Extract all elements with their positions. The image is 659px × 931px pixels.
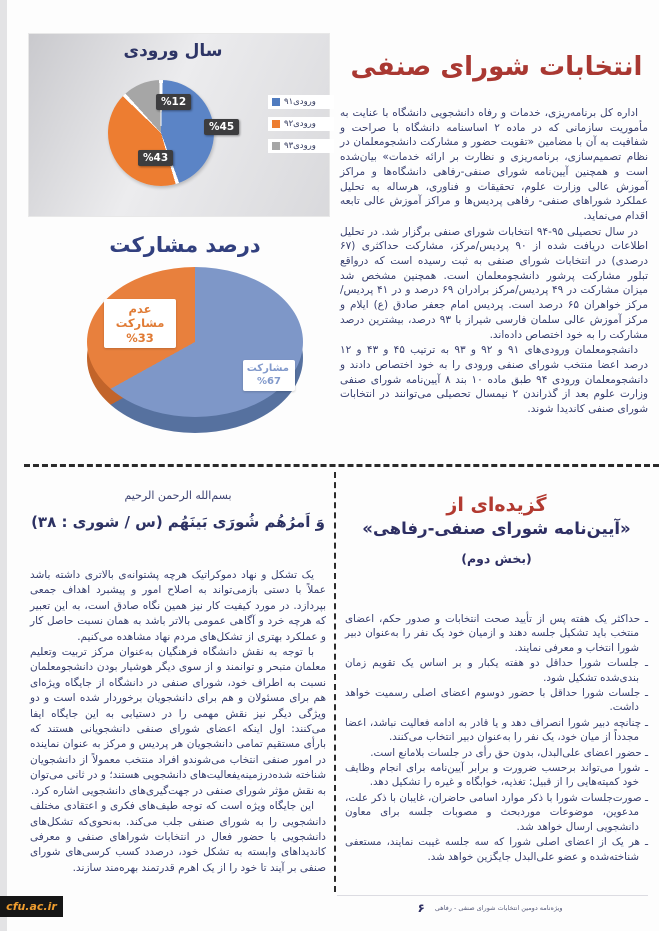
vertical-dashed-divider [334, 472, 336, 892]
article-body [340, 106, 648, 418]
entry-year-legend [268, 95, 334, 161]
legend-swatch-gray-icon [272, 142, 280, 150]
page-number: ۶ [417, 901, 425, 915]
pie-value-label-45: %45 [204, 119, 239, 135]
bylaws-item: ـ چنانچه دبیر شورا انصراف دهد و یا قادر به ادامه فعالیت نباشد، اعضا مجدداً از میان خود، یک نفر را به‌عنوان دبیر انتخاب می‌کنند. [345, 716, 648, 744]
bylaws-item: ـ صورت‌جلسات شورا با ذکر موارد اسامی حاضران، غایبان با ذکر علت، مدعوین، موضوعات موردبحث و مصوبات جلسه برای معاون دانشجویی ارسال خواهد شد. [345, 791, 648, 833]
pie-value-label-12: %12 [156, 94, 191, 110]
legend-label: ورودی۹۲ [284, 119, 316, 129]
legend-item-91 [268, 95, 334, 109]
site-watermark: cfu.ac.ir [0, 896, 63, 917]
entry-year-chart [28, 33, 330, 217]
legend-swatch-blue-icon [272, 98, 280, 106]
bylaws-item: ـ هر یک از اعضای اصلی شورا که سه جلسه غیبت نمایند، مستعفی شناخته‌شده و عضو علی‌البدل جایگزین خواهد شد. [345, 836, 648, 863]
legend-label: ورودی۹۳ [284, 141, 316, 151]
pie-label-value: %67 [257, 375, 281, 387]
scan-edge-strip [0, 0, 7, 931]
left-column-body [30, 568, 326, 876]
basmala: بسم‌الله الرحمن الرحیم [124, 489, 232, 502]
legend-item-92 [268, 117, 334, 131]
footer-rule [337, 895, 648, 896]
bylaws-item: ـ حداکثر یک هفته پس از تأیید صحت انتخابات و صدور حکم، اعضای منتخب باید تشکیل جلسه دهند و ازمیان خود یک نفر را به‌عنوان دبیر شورا انتخاب و معرفی نمایند. [345, 613, 648, 654]
left-column-paragraph: با توجه به نقش دانشگاه فرهنگیان به‌عنوان مرکز تربیت وتعلیم معلمان متبحر و توانمند و از سوی دیگر هوشیار بودن دانشجومعلمان نسبت به اطراف خود، شورای صنفی در دانشگاه از جایگاه ویژه‌ای هم برای مسئولان و هم برای دانشجویان برخوردار شده است و دو ویژگی دیگر نیز نقش مهمی را در دستیابی به این جایگاه ایفا می‌کنند: اول اینکه اعضای شورای صنفی دانشجویانی هستند که بارأی مستقیم تمامی دانشجویان هر پردیس و مرکز به عنوان نماینده در امور صنفی انتخاب می‌شوندو افراد منتخب معمولاً از دانشجویان شناخته شده‌درزمینه‌یفعالیت‌های دانشجویی هستند؛ و در ثانی می‌توان به نقش مؤثر شورای صنفی در جهت‌گیری‌های دانشجویی اشاره کرد. [30, 646, 326, 797]
quran-verse: وَ اَمرُهُم شُورَی بَینَهُم (س / شوری : ۳۸) [31, 513, 325, 531]
pie-label-text: مشارکت [246, 363, 289, 374]
participation-chart-title: درصد مشارکت [109, 233, 261, 257]
bylaws-heading-line3: (بخش دوم) [461, 551, 532, 566]
bylaws-item: ـ شورا می‌تواند برحسب ضرورت و برابر آیین‌نامه برای انجام وظایف خود کمیته‌هایی را از قبیل: تغذیه، خوابگاه و غیره را تشکیل دهد. [345, 762, 648, 789]
pie-label-text: عدم مشارکت [115, 302, 165, 331]
article-paragraph: دانشجومعلمان ورودی‌های ۹۱ و ۹۲ و ۹۳ به ترتیب ۴۵ و ۴۳ و ۱۲ درصد اعضا منتخب شورای صنفی ورودی را به خود اختصاص دادند و دانشجومعلمان ورودی ۹۴ طبق ماده ۱۰ بند ۸ آیین‌نامه شورای صنفی وزارت علوم بعد از گذراندن ۲ نیمسال تحصیلی می‌توانند در انتخابات شورای صنفی کاندیدا شوند. [340, 344, 649, 416]
article-paragraph: اداره کل برنامه‌ریزی، خدمات و رفاه دانشجویی دانشگاه با عنایت به مأموریت سازمانی که در ماده ۲ اساسنامه دانشگاه با صراحت و شفافیت به آن با مضامین «تقویت حضور و مشارکت دانشجومعلمان در نظام تصمیم‌سازی، برنامه‌ریزی و نظارت بر ارائه خدمات» بیان‌شده است و همچنین آیین‌نامه شورای صنفی-رفاهی دانشگاه‌ها و مراکز آموزش عالی وزارت علوم، تحقیقات و فناوری، هرساله به تحلیل عملکرد شوراهای صنفی- رفاهی پردیس‌ها و مراکز آموزش عالی تابعه اقدام می‌نماید. [340, 107, 648, 222]
entry-year-chart-title: سال ورودی [123, 41, 223, 61]
bylaws-item: ـ جلسات شورا حداقل دو هفته یکبار و بر اساس یک تقویم زمان بندی‌شده تشکیل شود. [345, 657, 648, 684]
bylaws-heading-line1: گزیده‌ای از [446, 494, 547, 516]
pie-label-participation [243, 360, 295, 391]
left-column-paragraph: این جایگاه ویژه است که توجه طیف‌های فکری و اعتقادی مختلف دانشجویی را به شورای صنفی جلب می‌کند. به‌نحوی‌که تشکل‌های دانشجویی با حضور فعال در انتخابات شوراهای صنفی و معرفی کاندیداهای وابسته به تشکل خود، درصدد کسب کرسی‌های شورای صنفی بر آیند تا خود را از یک اهرم قدرتمند بهره‌مند سازند. [30, 800, 326, 874]
bylaws-list [345, 612, 648, 865]
left-column-paragraph: یک تشکل و نهاد دموکراتیک هرچه پشتوانه‌ی بالاتری داشته باشد عملاً با دستی بازمی‌تواند به اصلاح امور و پیشبرد اهداف جمعی بپردازد. در مورد کیفیت کار نیز همین نگاه صادق است، به این تعبیر که هرچه خرد و آگاهی عمومی بالاتر باشد به همان نسبت حاصل کار و عملکرد بهتری از تشکل‌های مردم نهاد مشاهده می‌کنیم. [30, 569, 326, 643]
page-title: انتخابات شورای صنفی [350, 52, 643, 82]
page-footer [340, 901, 640, 915]
legend-item-93 [268, 139, 334, 153]
pie-value-label-43: %43 [138, 150, 173, 166]
bylaws-item: ـ حضور اعضای علی‌البدل، بدون حق رأی در جلسات بلامانع است. [370, 746, 648, 759]
horizontal-dashed-divider [24, 464, 659, 467]
legend-label: ورودی۹۱ [284, 97, 316, 107]
bylaws-item: ـ جلسات شورا حداقل با حضور دوسوم اعضای اصلی رسمیت خواهد داشت. [345, 687, 648, 714]
article-paragraph: در سال تحصیلی ۹۵-۹۴ انتخابات شورای صنفی برگزار شد. در تحلیل اطلاعات دریافت شده از ۹۰ پردیس/مرکز، مشارکت حداکثری (۶۷ درصدی) در انتخابات شورای صنفی به ثبت رسیده است که درواقع تبلور مشارکت پرشور دانشجومعلمان است. همچنین مشخص شد میزان مشارکت در ۴۹ پردیس/مرکز برادران ۶۹ درصد و در ۴۱ پردیس/مرکز خواهران ۶۵ درصد است. پردیس امام جعفر صادق (ع) ایلام و مرکز آموزش عالی سلمان فارسی شیراز با ۹۳ درصد، بیشترین درصد مشارکت را به خود اختصاص داده‌اند. [340, 225, 649, 341]
pie-label-no-participation [104, 299, 176, 348]
legend-swatch-orange-icon [272, 120, 280, 128]
footer-caption: ویژه‌نامه دومین انتخابات شورای صنفی - رفاهی [434, 904, 563, 912]
bylaws-heading-line2: «آیین‌نامه شورای صنفی-رفاهی» [362, 519, 631, 538]
pie-label-value: %33 [126, 330, 154, 345]
